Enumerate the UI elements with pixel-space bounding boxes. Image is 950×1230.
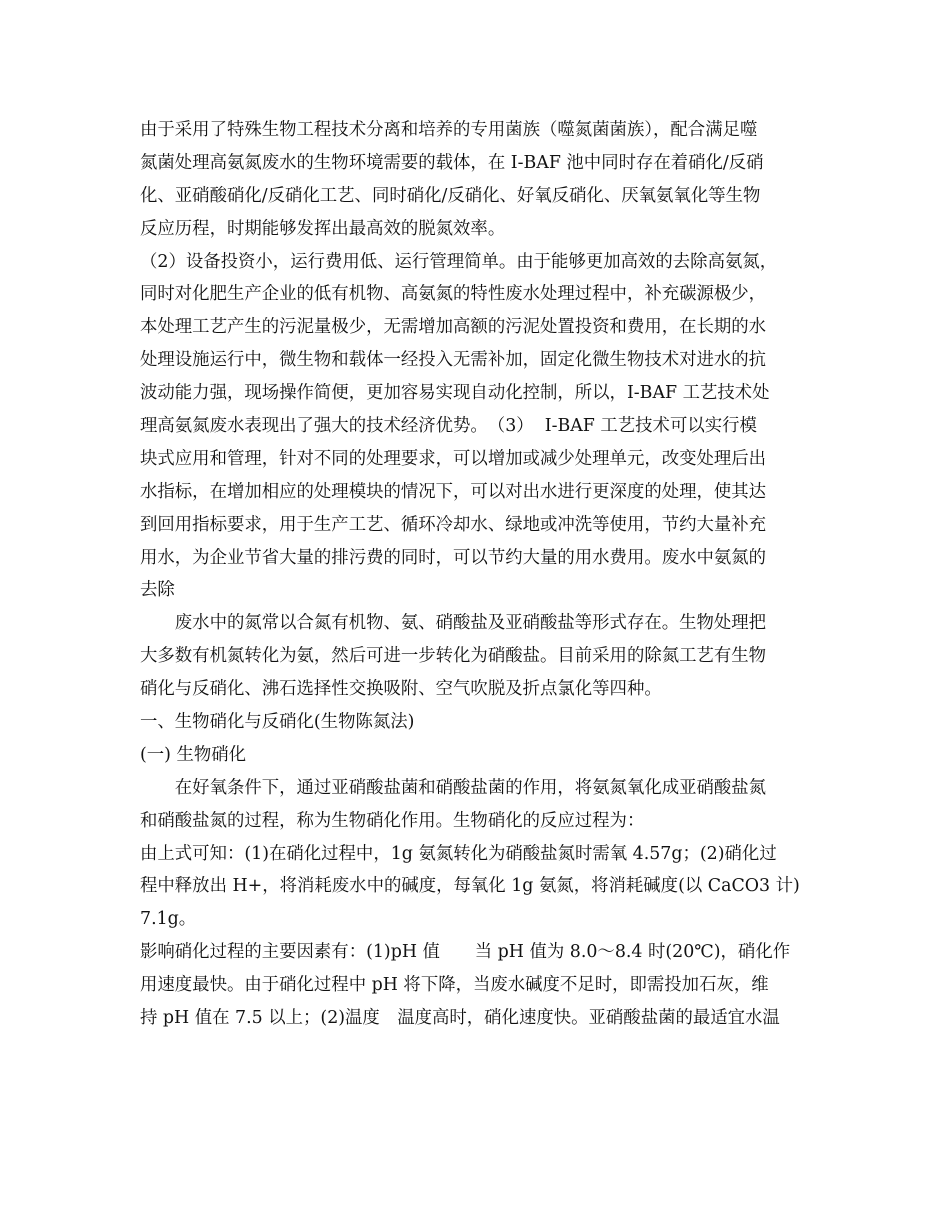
text-line: 波动能力强，现场操作简便，更加容易实现自动化控制，所以，I-BAF 工艺技术处 [140,383,770,404]
text-line: 理高氨氮废水表现出了强大的技术经济优势。 （3） I-BAF 工艺技术可以实行模 [140,416,757,437]
text-line: 和硝酸盐氮的过程，称为生物硝化作用。生物硝化的反应过程为： [140,810,645,831]
text-line: 到回用指标要求，用于生产工艺、循环冷却水、绿地或冲洗等使用，节约大量补充 [140,514,767,535]
text-line: 硝化与反硝化、沸石选择性交换吸附、空气吹脱及折点氯化等四种。 [140,679,662,700]
text-line: 大多数有机氮转化为氨，然后可进一步转化为硝酸盐。目前采用的除氮工艺有生物 [140,646,767,667]
text-line: 用水，为企业节省大量的排污费的同时，可以节约大量的用水费用。废水中氨氮的 [140,547,767,568]
text-line: 用速度最快。由于硝化过程中 pH 将下降，当废水碱度不足时，即需投加石灰，维 [140,975,769,996]
text-line: 同时对化肥生产企业的低有机物、高氨氮的特性废水处理过程中，补充碳源极少， [140,284,767,305]
text-line: 水指标，在增加相应的处理模块的情况下，可以对出水进行更深度的处理，使其达 [140,481,767,502]
text-line: （2）设备投资小，运行费用低、运行管理简单。由于能够更加高效的去除高氨氮， [140,251,778,272]
text-line: 由于采用了特殊生物工程技术分离和培养的专用菌族（噬氮菌菌族），配合满足噬 [140,120,758,140]
text-line: 块式应用和管理，针对不同的处理要求，可以增加或减少处理单元，改变处理后出 [140,448,767,469]
body-text [140,114,830,1035]
text-line: 由上式可知：(1)在硝化过程中，1g 氨氮转化为硝酸盐氮时需氧 4.57g；(2)硝化过 [140,843,777,864]
text-line: 氮菌处理高氨氮废水的生物环境需要的载体，在 I-BAF 池中同时存在着硝化/反硝 [140,152,764,173]
text-line: 持 pH 值在 7.5 以上；(2)温度 温度高时，硝化速度快。亚硝酸盐菌的最适宜水温 [140,1008,780,1029]
text-line: 7.1g。 [140,909,197,930]
text-line: 程中释放出 H+，将消耗废水中的碱度，每氧化 1g 氨氮，将消耗碱度(以 CaCO3 计) [140,876,800,897]
text-line: 反应历程，时期能够发挥出最高效的脱氮效率。 [140,218,506,239]
subsection-heading: (一) 生物硝化 [140,744,247,765]
text-line: 在好氧条件下，通过亚硝酸盐菌和硝酸盐菌的作用，将氨氮氧化成亚硝酸盐氮 [140,777,767,798]
section-heading: 一、生物硝化与反硝化(生物陈氮法) [140,712,415,733]
text-line: 影响硝化过程的主要因素有：(1)pH 值 当 pH 值为 8.0～8.4 时(20℃)，硝化作 [140,942,791,963]
text-line: 化、亚硝酸硝化/反硝化工艺、同时硝化/反硝化、好氧反硝化、厌氧氨氧化等生物 [140,185,761,206]
text-line: 处理设施运行中，微生物和载体一经投入无需补加，固定化微生物技术对进水的抗 [140,350,767,371]
text-line: 去除 [140,580,175,601]
text-line: 本处理工艺产生的污泥量极少，无需增加高额的污泥处置投资和费用，在长期的水 [140,317,767,338]
text-line: 废水中的氮常以合氮有机物、氨、硝酸盐及亚硝酸盐等形式存在。生物处理把 [140,613,767,634]
